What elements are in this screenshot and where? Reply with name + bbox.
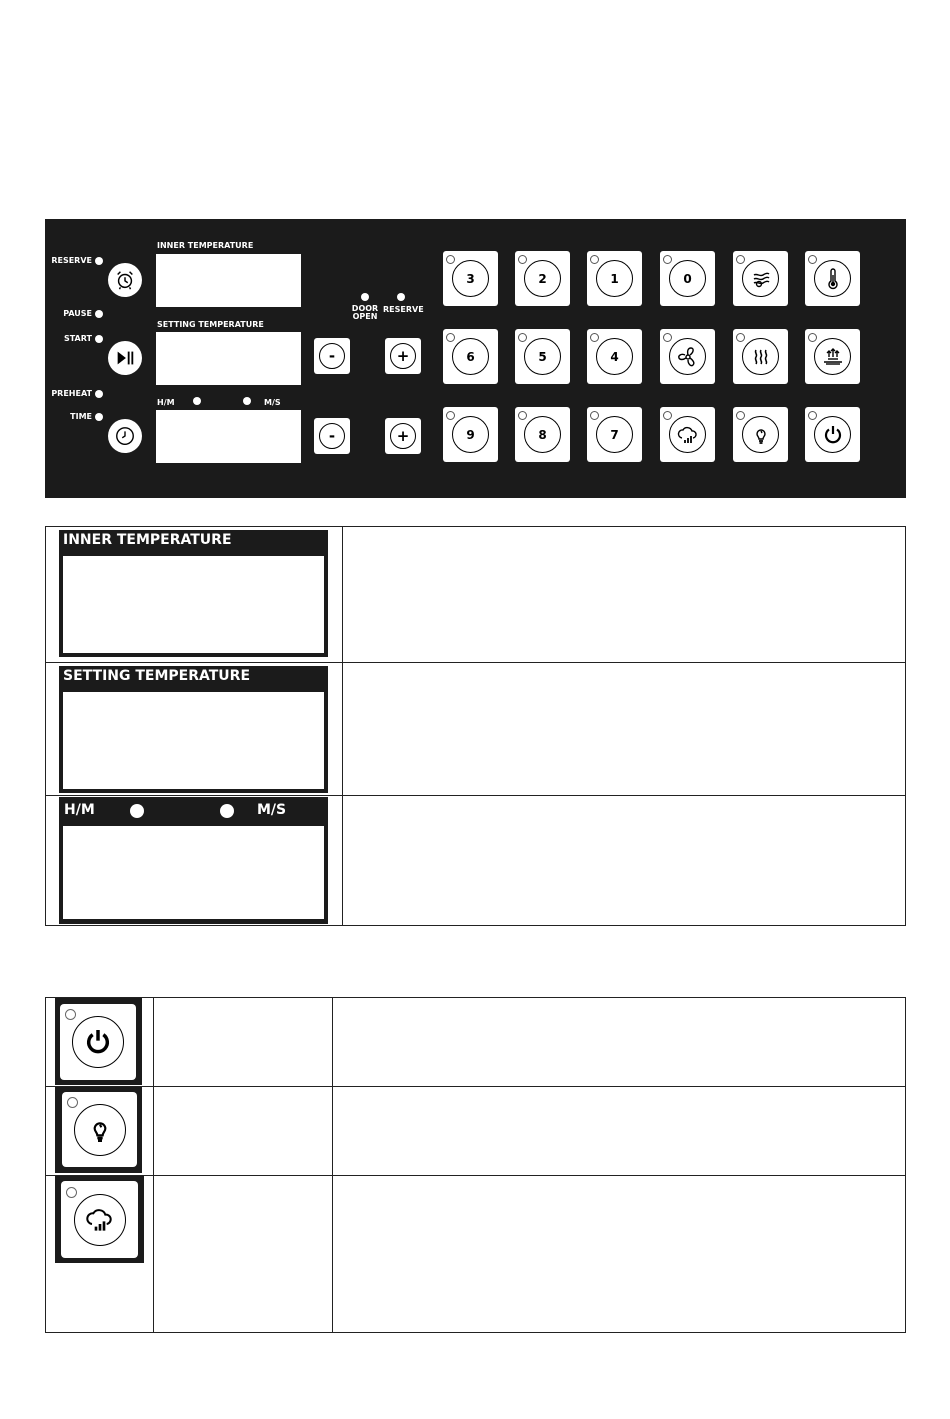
play-pause-icon [114, 347, 136, 369]
steam-button-image [55, 1176, 144, 1263]
table-divider [342, 526, 343, 926]
key-label: 5 [524, 338, 561, 375]
door-open-label: DOOR OPEN [351, 304, 379, 321]
inner-temperature-title: INNER TEMPERATURE [63, 532, 232, 548]
start-led [95, 335, 103, 343]
time-minus-button[interactable] [314, 418, 350, 454]
oven-control-panel [45, 219, 906, 498]
key-1[interactable] [587, 251, 642, 306]
key-led [518, 411, 527, 420]
key-led [590, 333, 599, 342]
table-row-divider [45, 1175, 906, 1176]
key-led [736, 411, 745, 420]
thermometer-button[interactable] [805, 251, 860, 306]
key-7[interactable] [587, 407, 642, 462]
pause-label: PAUSE [63, 309, 92, 318]
setting-temperature-display-image [59, 666, 328, 793]
hm-label: H/M [157, 398, 175, 407]
hm-led [193, 397, 201, 405]
tray-heat-icon [821, 345, 845, 369]
key-led [446, 411, 455, 420]
key-8[interactable] [515, 407, 570, 462]
key-led [518, 333, 527, 342]
heat-waves-icon [749, 345, 773, 369]
reserve-indicator-label: RESERVE [383, 305, 424, 314]
ms-led [243, 397, 251, 405]
key-label: 1 [596, 260, 633, 297]
fan-steam-button[interactable] [733, 251, 788, 306]
inner-temperature-display-image [59, 530, 328, 657]
key-4[interactable] [587, 329, 642, 384]
key-label: 3 [452, 260, 489, 297]
key-led [663, 411, 672, 420]
tray-heat-button[interactable] [805, 329, 860, 384]
power-icon [821, 423, 845, 447]
reserve-indicator-led [397, 293, 405, 301]
key-label: 4 [596, 338, 633, 375]
key-5[interactable] [515, 329, 570, 384]
button-description-table [45, 997, 906, 1333]
time-screen [156, 410, 301, 463]
time-label: TIME [70, 412, 92, 421]
key-led [663, 255, 672, 264]
light-button[interactable] [733, 407, 788, 462]
ms-led [220, 804, 234, 818]
light-bulb-icon [84, 1114, 116, 1146]
power-icon [82, 1026, 114, 1058]
time-plus-button[interactable] [385, 418, 421, 454]
key-led [736, 255, 745, 264]
clock-icon [114, 425, 136, 447]
inner-temperature-screen [156, 254, 301, 307]
reserve-alarm-button[interactable] [108, 263, 142, 297]
table-divider [153, 997, 154, 1333]
key-0[interactable] [660, 251, 715, 306]
light-bulb-icon [749, 423, 773, 447]
table-divider [332, 997, 333, 1333]
minus-sign: - [319, 343, 345, 369]
light-button-image [55, 1087, 142, 1173]
table-row-divider [45, 795, 906, 796]
key-label: 7 [596, 416, 633, 453]
fan-icon [676, 345, 700, 369]
temperature-minus-button[interactable] [314, 338, 350, 374]
minus-sign: - [319, 423, 345, 449]
time-clock-button[interactable] [108, 419, 142, 453]
ms-label: M/S [264, 398, 281, 407]
hm-led [130, 804, 144, 818]
key-led [446, 255, 455, 264]
temperature-plus-button[interactable] [385, 338, 421, 374]
preheat-led [95, 390, 103, 398]
thermometer-icon [821, 267, 845, 291]
key-led [446, 333, 455, 342]
preheat-label: PREHEAT [51, 389, 92, 398]
heat-waves-button[interactable] [733, 329, 788, 384]
key-led [736, 333, 745, 342]
reserve-led [95, 257, 103, 265]
key-led [590, 411, 599, 420]
key-label: 2 [524, 260, 561, 297]
alarm-clock-icon [114, 269, 136, 291]
pause-led [95, 310, 103, 318]
key-led [808, 333, 817, 342]
time-led [95, 413, 103, 421]
setting-temperature-label: SETTING TEMPERATURE [157, 320, 264, 329]
power-button[interactable] [805, 407, 860, 462]
inner-temperature-label: INNER TEMPERATURE [157, 241, 254, 250]
start-pause-button[interactable] [108, 341, 142, 375]
key-led [663, 333, 672, 342]
power-button-image [55, 998, 142, 1085]
setting-temperature-title: SETTING TEMPERATURE [63, 668, 251, 684]
plus-sign: + [390, 423, 416, 449]
key-led [808, 411, 817, 420]
key-2[interactable] [515, 251, 570, 306]
fan-steam-icon [749, 267, 773, 291]
steam-cloud-icon [676, 423, 700, 447]
reserve-label: RESERVE [51, 256, 92, 265]
key-label: 0 [669, 260, 706, 297]
door-open-led [361, 293, 369, 301]
time-display-image [59, 797, 328, 924]
start-label: START [63, 334, 92, 343]
steam-button[interactable] [660, 407, 715, 462]
key-label: 8 [524, 416, 561, 453]
steam-cloud-icon [84, 1204, 116, 1236]
fan-button[interactable] [660, 329, 715, 384]
key-label: 9 [452, 416, 489, 453]
key-9[interactable] [443, 407, 498, 462]
key-6[interactable] [443, 329, 498, 384]
setting-temperature-screen [156, 332, 301, 385]
key-label: 6 [452, 338, 489, 375]
key-3[interactable] [443, 251, 498, 306]
key-led [590, 255, 599, 264]
key-led [518, 255, 527, 264]
key-led [808, 255, 817, 264]
table-row-divider [45, 1086, 906, 1087]
table-row-divider [45, 662, 906, 663]
ms-title: M/S [257, 802, 287, 818]
hm-title: H/M [64, 802, 95, 818]
plus-sign: + [390, 343, 416, 369]
